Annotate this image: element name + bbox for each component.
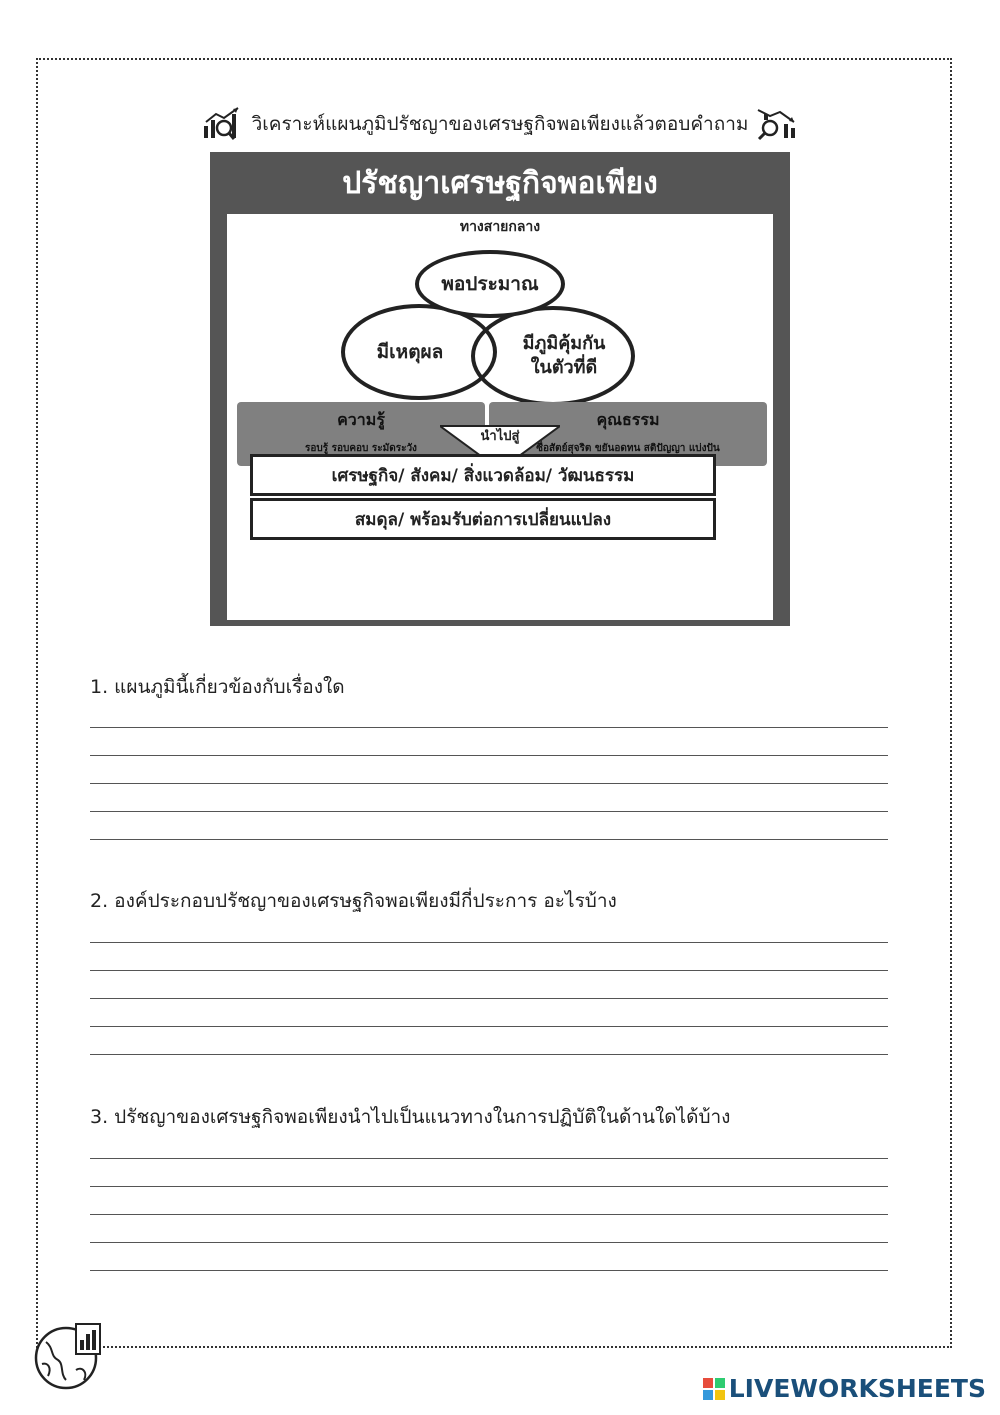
- question-1: 1. แผนภูมินี้เกี่ยวข้องกับเรื่องใด: [90, 676, 345, 698]
- answer-line[interactable]: [90, 1131, 888, 1159]
- middle-path-label: ทางสายกลาง: [459, 219, 541, 235]
- circle-immunity-label: [523, 332, 606, 380]
- brand-text: LIVEWORKSHEETS: [728, 1374, 986, 1403]
- answer-lines-1[interactable]: [90, 700, 888, 840]
- result-box-2: [250, 498, 716, 540]
- answer-line[interactable]: [90, 700, 888, 728]
- arrow-label: นำไปสู่: [480, 429, 520, 444]
- question-2: 2. องค์ประกอบปรัชญาของเศรษฐกิจพอเพียงมีกี่ประการ อะไรบ้าง: [90, 890, 617, 912]
- answer-lines-2[interactable]: [90, 915, 888, 1055]
- answer-line[interactable]: [90, 1187, 888, 1215]
- condition-knowledge-desc: รอบรู้ รอบคอบ ระมัดระวัง: [305, 443, 417, 454]
- answer-line[interactable]: [90, 1243, 888, 1271]
- globe-chart-icon: [32, 1318, 104, 1390]
- liveworksheets-brand[interactable]: [703, 1374, 986, 1403]
- condition-virtue-title: คุณธรรม: [596, 410, 660, 429]
- answer-line[interactable]: [90, 728, 888, 756]
- worksheet-header: [0, 104, 1000, 144]
- answer-line[interactable]: [90, 971, 888, 999]
- answer-line[interactable]: [90, 999, 888, 1027]
- result-line-1: เศรษฐกิจ/ สังคม/ สิ่งแวดล้อม/ วัฒนธรรม: [331, 465, 635, 486]
- question-3: 3. ปรัชญาของเศรษฐกิจพอเพียงนำไปเป็นแนวทางในการปฏิบัติในด้านใดได้บ้าง: [90, 1106, 731, 1128]
- result-line-2: สมดุล/ พร้อมรับต่อการเปลี่ยนแปลง: [354, 509, 612, 530]
- answer-line[interactable]: [90, 1159, 888, 1187]
- chart-magnifier-icon: [754, 106, 798, 142]
- circle-immunity-line2: ในตัวที่ดี: [530, 357, 598, 378]
- answer-lines-3[interactable]: [90, 1131, 888, 1271]
- answer-line[interactable]: [90, 784, 888, 812]
- liveworksheets-logo-icon: [703, 1378, 725, 1400]
- answer-line[interactable]: [90, 756, 888, 784]
- result-box-1: [250, 454, 716, 496]
- condition-virtue-desc: ซื่อสัตย์สุจริต ขยันอดทน สติปัญญา แบ่งปัน: [536, 443, 720, 454]
- diagram-panel: [227, 214, 773, 620]
- worksheet-title: วิเคราะห์แผนภูมิปรัชญาของเศรษฐกิจพอเพียงแล้วตอบคำถาม: [251, 113, 749, 135]
- circle-immunity-line1: มีภูมิคุ้มกัน: [522, 333, 606, 354]
- sufficiency-economy-diagram: [210, 152, 790, 626]
- circle-immunity: [471, 306, 635, 406]
- diagram-title: ปรัชญาเศรษฐกิจพอเพียง: [342, 166, 658, 201]
- circle-reason-label: มีเหตุผล: [376, 341, 444, 363]
- answer-line[interactable]: [90, 943, 888, 971]
- circle-moderation: [415, 250, 565, 318]
- answer-line[interactable]: [90, 812, 888, 840]
- condition-knowledge-title: ความรู้: [337, 410, 385, 429]
- answer-line[interactable]: [90, 915, 888, 943]
- circle-moderation-label: พอประมาณ: [441, 273, 539, 295]
- answer-line[interactable]: [90, 1215, 888, 1243]
- answer-line[interactable]: [90, 1027, 888, 1055]
- chart-magnifier-icon: [202, 106, 246, 142]
